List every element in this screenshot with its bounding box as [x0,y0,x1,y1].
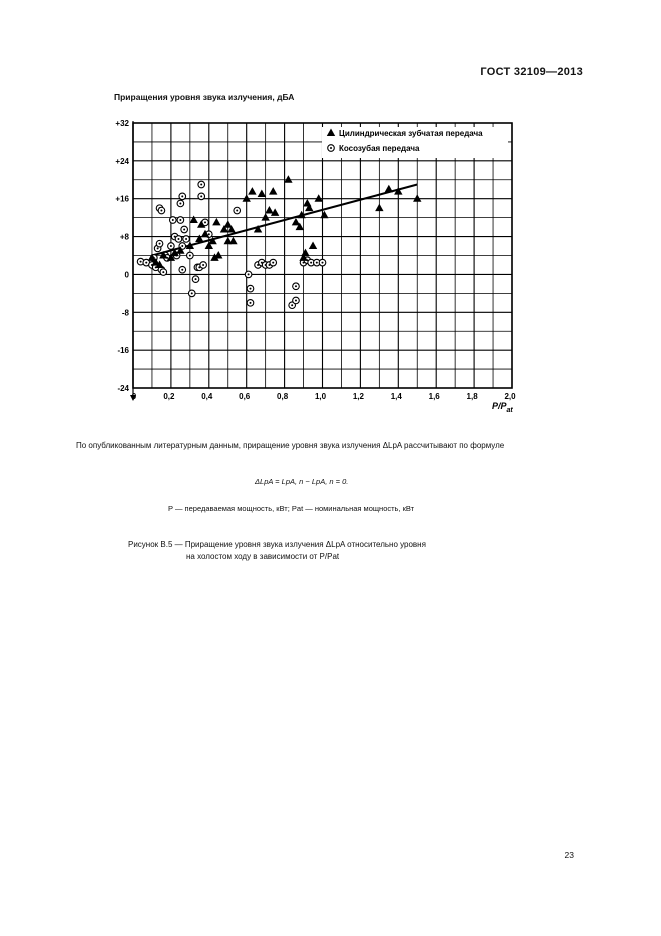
x-tick-label: 0 [131,392,137,401]
x-tick-label: 1,2 [352,392,364,401]
helical-gear-point-center [236,210,238,212]
spur-gear-point [189,216,197,224]
helical-gear-point-center [208,233,210,235]
helical-gear-point-center [189,255,191,257]
helical-gear-point-center [248,273,250,275]
x-tick-label: 0,6 [239,392,251,401]
helical-gear-point-center [170,245,172,247]
helical-gear-point-center [157,247,159,249]
helical-gear-point-center [172,219,174,221]
helical-gear-point-center [272,262,274,264]
y-tick-label: +32 [115,119,129,128]
scatter-chart [0,0,661,436]
y-tick-label: -16 [117,346,129,356]
y-tick-label: 0 [124,270,129,280]
helical-gear-point-center [202,264,204,266]
x-tick-label: 1,8 [466,392,478,401]
helical-gear-point-center [322,262,324,264]
page-number: 23 [564,850,574,860]
caption-line-2: на холостом ходу в зависимости от P/Pat [186,552,340,561]
body-paragraph [60,439,585,452]
helical-gear-point-center [179,219,181,221]
y-tick-label: -24 [117,384,129,393]
spur-gear-point [229,237,237,245]
spur-gear-point [248,187,256,195]
spur-gear-point [375,204,383,212]
x-tick-label: 0,4 [201,392,213,401]
helical-gear-point-center [181,245,183,247]
x-axis-label: $P/P_{at}$ [492,401,513,414]
caption-line-1: Рисунок B.5 — Приращение уровня звука излучения ΔLpA относительно уровня [128,540,426,549]
y-tick-label: +24 [115,156,129,166]
spur-gear-point [320,211,328,219]
spur-gear-point [385,185,393,193]
y-tick-label: -8 [121,308,129,318]
x-tick-label: 0,8 [277,392,289,401]
helical-gear-point-center [200,184,202,186]
helical-gear-point-center [140,261,142,263]
chart-y-axis-label: Приращения уровня звука излучения, дБА [114,92,295,102]
helical-gear-point-center [249,302,251,304]
helical-gear-point-center [204,221,206,223]
y-tick-label: +16 [115,194,129,204]
helical-gear-point-center [291,304,293,306]
helical-gear-point-center [185,238,187,240]
spur-gear-point [413,194,421,202]
x-tick-label: 1,6 [428,392,440,401]
spur-gear-point [284,175,292,183]
spur-gear-point [261,213,269,221]
standard-header: ГОСТ 32109—2013 [480,66,583,78]
spur-gear-point [243,194,251,202]
spur-gear-point [258,189,266,197]
figure-caption [128,539,426,563]
spur-gear-point [303,199,311,207]
helical-gear-point-center [191,292,193,294]
helical-gear-point-center [181,269,183,271]
helical-gear-point-center [145,262,147,264]
formula: ΔLpA = LpA, n − LpA, n = 0. [255,477,349,486]
spur-gear-point [269,187,277,195]
helical-gear-point-center [177,238,179,240]
helical-gear-point-center [162,271,164,273]
helical-gear-point-center [249,288,251,290]
x-tick-label: 1,4 [390,392,402,401]
helical-gear-point-center [160,210,162,212]
y-tick-label: +8 [119,232,129,242]
spur-gear-point [265,206,273,214]
helical-gear-point-center [316,262,318,264]
spur-gear-point [315,194,323,202]
helical-gear-point-center [159,243,161,245]
x-tick-label: 2,0 [504,392,516,401]
helical-gear-point-center [310,262,312,264]
paragraph-text: По опубликованным литературным данным, приращение уровня звука излучения ΔLpA рассчитывают по формуле [76,441,505,450]
spur-gear-point [309,242,317,250]
helical-gear-point-center [179,202,181,204]
helical-gear-point-center [295,285,297,287]
spur-gear-point [301,249,309,257]
spur-gear-point [214,251,222,259]
x-tick-label: 0,2 [163,392,175,401]
legend-label-spur: Цилиндрическая зубчатая передача [339,129,483,138]
legend-label-helical: Косозубая передача [339,144,420,153]
spur-gear-point [212,218,220,226]
helical-gear-point-center [200,195,202,197]
helical-gear-point-center [195,278,197,280]
x-tick-label: 1,0 [314,392,327,401]
helical-gear-point-center [181,195,183,197]
legend-marker-circle-center [330,147,332,149]
variable-definitions: P — передаваемая мощность, кВт; Pat — номинальная мощность, кВт [168,504,415,513]
helical-gear-point-center [295,299,297,301]
helical-gear-point-center [183,228,185,230]
